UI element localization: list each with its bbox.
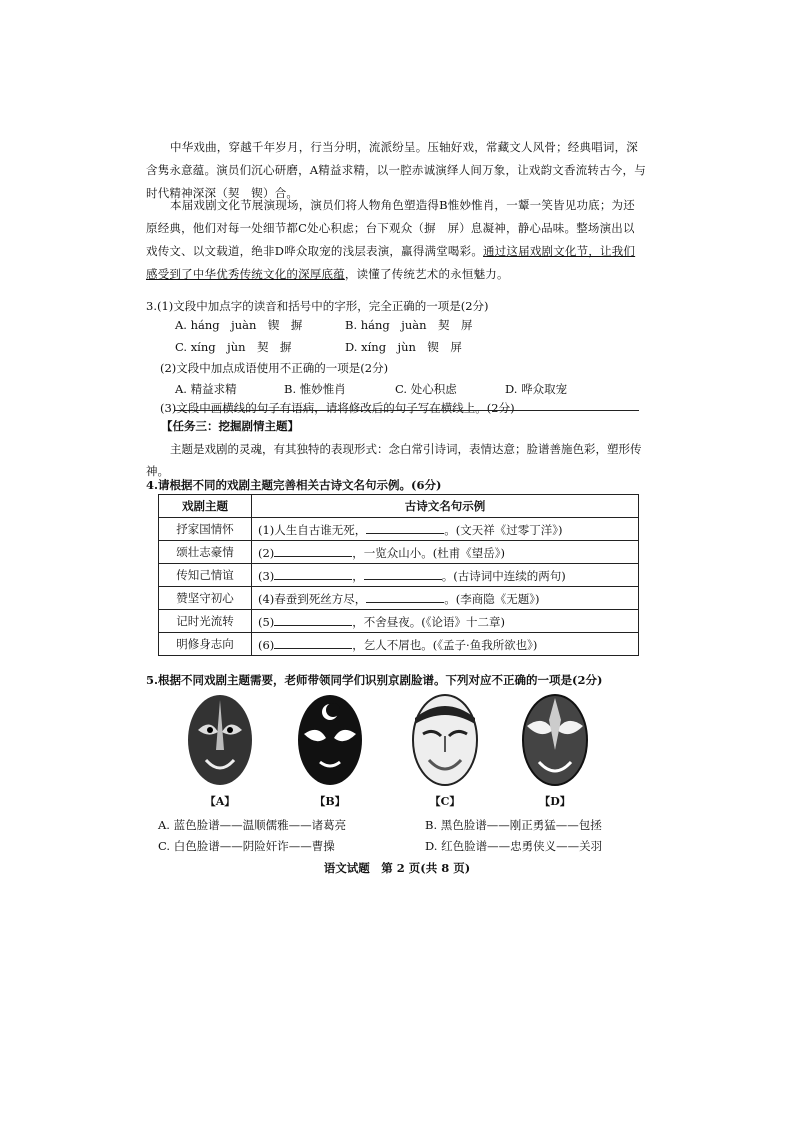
line-cell xyxy=(252,633,639,656)
theme-cell: 赞坚守初心 xyxy=(159,587,252,610)
q3-2-option-c: C. 处心积虑 xyxy=(395,382,457,396)
q3-option-d: D. xíng jùn 锲 屏 xyxy=(345,340,462,354)
question-3-stem: 3.(1)文段中加点字的读音和括号中的字形，完全正确的一项是(2分) xyxy=(146,299,489,313)
task-3-title: 【任务三：挖掘剧情主题】 xyxy=(161,419,299,433)
table-row xyxy=(159,564,639,587)
passage-paragraph-2-text: 本届戏剧文化节展演现场，演员们将人物角色塑造得B惟妙惟肖，一颦一笑皆见功底；为还原经典，他们对每一处细节都C处心积虑；台下观众（摒 屏）息凝神，静心品味。整场演出以戏传文、以文载道，绝非D哗众取宠的浅层表演，赢得满堂喝彩。 xyxy=(146,198,635,258)
underlined-sentence: 通过这届戏剧文化节，让我们感受到了中华优秀传统文化的深厚底蕴 xyxy=(146,244,636,281)
table-row xyxy=(159,633,639,656)
passage-paragraph-2 xyxy=(146,194,646,286)
line-cell xyxy=(252,587,639,610)
question-3-3-stem: (3)文段中画横线的句子有语病，请将修改后的句子写在横线上。(2分) xyxy=(160,401,515,415)
question-3-2-stem: (2)文段中加点成语使用不正确的一项是(2分) xyxy=(160,361,389,375)
q5-option-c: C. 白色脸谱——阴险奸诈——曹操 xyxy=(158,839,335,853)
line-post: 。(文天祥《过零丁洋》) xyxy=(444,522,563,537)
mask-a-label: 【A】 xyxy=(204,795,236,808)
line-post: 。(古诗词中连续的两句) xyxy=(441,568,566,583)
theme-cell: 明修身志向 xyxy=(159,633,252,656)
theme-cell: 抒家国情怀 xyxy=(159,518,252,541)
blank-field[interactable] xyxy=(274,636,352,649)
q5-option-a: A. 蓝色脸谱——温顺儒雅——诸葛亮 xyxy=(158,818,347,832)
q3-2-option-b: B. 惟妙惟肖 xyxy=(284,382,346,396)
blank-field[interactable] xyxy=(274,613,352,626)
line-pre: (1)人生自古谁无死， xyxy=(258,522,367,537)
question-4-stem: 4.请根据不同的戏剧主题完善相关古诗文名句示例。(6分) xyxy=(146,478,442,492)
blank-field[interactable] xyxy=(366,521,444,534)
mask-d-icon xyxy=(515,690,595,790)
table-header-lines: 古诗文名句示例 xyxy=(252,495,639,518)
mask-c-icon xyxy=(405,690,485,790)
mask-c-label: 【C】 xyxy=(429,795,461,808)
table-row xyxy=(159,587,639,610)
mask-d-label: 【D】 xyxy=(539,795,571,808)
theme-cell: 传知己情谊 xyxy=(159,564,252,587)
line-cell xyxy=(252,518,639,541)
line-pre: (2) xyxy=(258,545,275,560)
line-cell xyxy=(252,564,639,587)
passage-paragraph-2-end: ，读懂了传统艺术的永恒魅力。 xyxy=(344,267,509,281)
passage-paragraph-1: 中华戏曲，穿越千年岁月，行当分明，流派纷呈。压轴好戏，常藏文人风骨；经典唱词，深含隽永意蕴。演员们沉心研磨，A精益求精，以一腔赤诚演绎人间万象，让戏韵文香流转古今，与时代精神深深（契 锲）合。 xyxy=(146,140,646,200)
q3-option-c: C. xíng jùn 契 摒 xyxy=(175,340,292,354)
line-pre: (3) xyxy=(258,568,275,583)
table-row xyxy=(159,541,639,564)
poem-table xyxy=(158,494,639,656)
mask-a-icon xyxy=(180,690,260,790)
blank-field[interactable] xyxy=(366,590,444,603)
blank-field[interactable] xyxy=(364,567,442,580)
line-pre: (6) xyxy=(258,637,275,652)
mask-b-icon xyxy=(290,690,370,790)
q5-option-d: D. 红色脸谱——忠勇侠义——关羽 xyxy=(425,839,603,853)
q3-2-option-a: A. 精益求精 xyxy=(175,382,237,396)
question-5-stem: 5.根据不同戏剧主题需要，老师带领同学们识别京剧脸谱。下列对应不正确的一项是(2分) xyxy=(146,673,603,687)
q5-option-b: B. 黑色脸谱——刚正勇猛——包拯 xyxy=(425,818,602,832)
blank-field[interactable] xyxy=(274,567,352,580)
mask-gallery xyxy=(180,690,600,815)
line-pre: (4)春蚕到死丝方尽， xyxy=(258,591,367,606)
theme-cell: 颂壮志豪情 xyxy=(159,541,252,564)
line-post: 。(李商隐《无题》) xyxy=(444,591,540,606)
line-cell xyxy=(252,610,639,633)
task-3-text: 主题是戏剧的灵魂，有其独特的表现形式：念白常引诗词，表情达意；脸谱善施色彩，塑形传神。 xyxy=(146,442,642,478)
answer-line[interactable] xyxy=(175,410,639,411)
line-post: ，不舍昼夜。(《论语》十二章) xyxy=(352,614,506,629)
line-cell xyxy=(252,541,639,564)
q3-option-a: A. háng juàn 锲 摒 xyxy=(175,318,303,332)
table-header-theme: 戏剧主题 xyxy=(159,495,252,518)
line-post: ，一览众山小。(杜甫《望岳》) xyxy=(352,545,506,560)
q3-option-b: B. háng juàn 契 屏 xyxy=(345,318,473,332)
q3-2-option-d: D. 哗众取宠 xyxy=(505,382,568,396)
line-post: ，乞人不屑也。(《孟子·鱼我所欲也》) xyxy=(352,637,538,652)
theme-cell: 记时光流转 xyxy=(159,610,252,633)
page-footer: 语文试题 第 2 页(共 8 页) xyxy=(323,861,471,875)
table-row xyxy=(159,518,639,541)
blank-field[interactable] xyxy=(274,544,352,557)
line-pre: (5) xyxy=(258,614,275,629)
line-mid: ， xyxy=(352,568,364,583)
table-row xyxy=(159,610,639,633)
mask-b-label: 【B】 xyxy=(314,795,346,808)
